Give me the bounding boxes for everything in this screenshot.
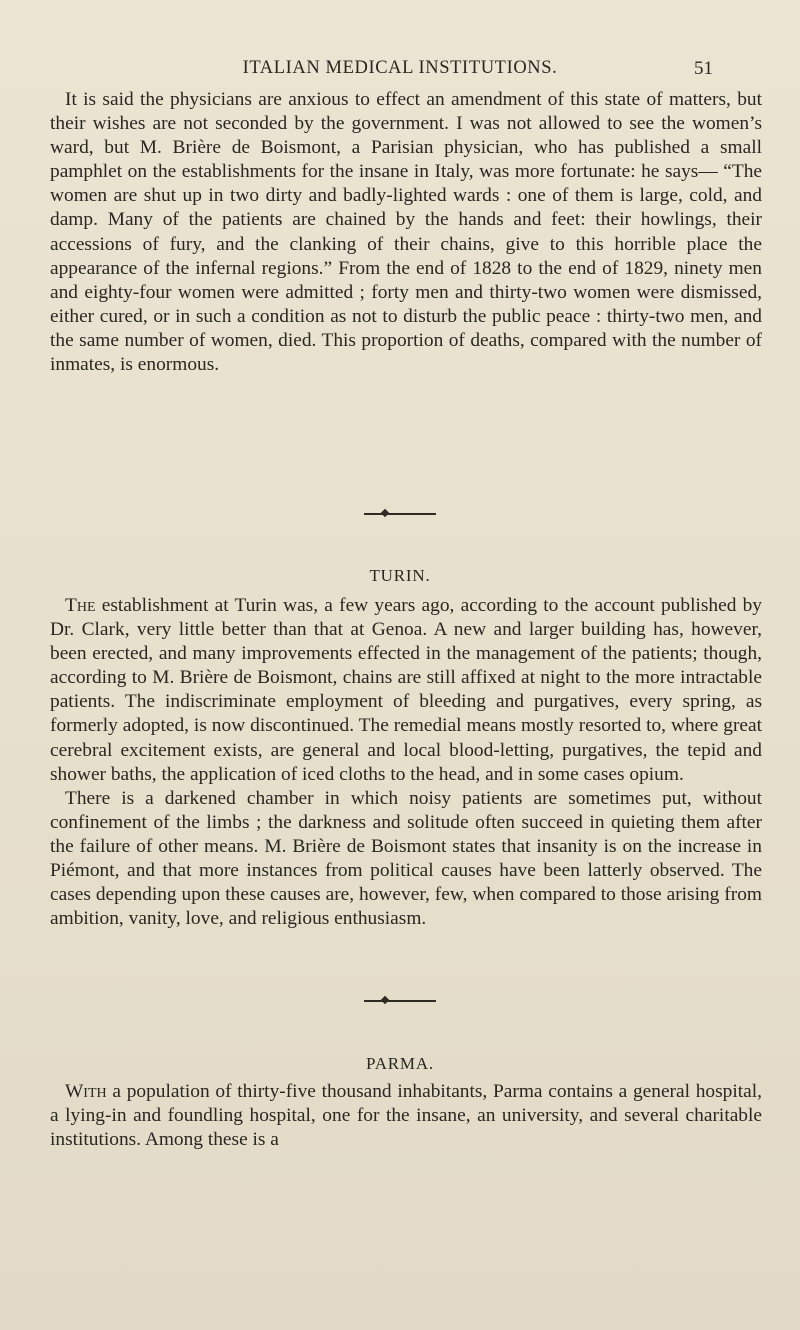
parma-paragraph	[50, 1080, 762, 1152]
turin-second-text: There is a darkened chamber in which noisy patients are sometimes put, without confinement of the limbs ; the darkness and solitude often succeed in quieting them after the failure of other means. M. Brière de Boismont states that insanity is on the increase in Piémont, and that more instances from political causes have been latterly observed. The cases depending upon these causes are, however, few, when compared to those arising from ambition, vanity, love, and religious enthusiasm.	[50, 787, 762, 930]
page-number: 51	[694, 58, 713, 79]
running-title: ITALIAN MEDICAL INSTITUTIONS.	[242, 58, 558, 78]
section-heading-parma: PARMA.	[366, 1054, 434, 1073]
running-header	[0, 58, 800, 88]
turin-paragraph	[50, 594, 762, 787]
section-divider	[364, 997, 436, 1005]
divider-ornament	[381, 509, 389, 517]
turin-lead-word: The	[65, 595, 96, 616]
divider-ornament	[381, 996, 389, 1004]
parma-text: a population of thirty-five thousand inhabitants, Parma contains a general hospital, a lying-in and foundling hospital, one for the insane, an university, and several charitable institutions. Among these is a	[50, 1081, 762, 1151]
paragraph-intro	[50, 88, 762, 377]
paragraph-parma	[50, 1080, 762, 1152]
divider-line	[364, 513, 436, 515]
paragraph-turin	[50, 594, 762, 931]
turin-text: establishment at Turin was, a few years ago, according to the account published by Dr. Clark, very little better than that at Genoa. A new and larger building has, however, been erected, and many improvements effected in the management of the patients; though, according to M. Brière de Boismont, chains are still affixed at night to the more intractable patients. The indiscriminate employment of bleeding and purgatives, every spring, as formerly adopted, is now discontinued. The remedial means mostly resorted to, where great cerebral excitement exists, are general and local blood-letting, purgatives, the tepid and shower baths, the application of iced cloths to the head, and in some cases opium.	[50, 595, 762, 785]
divider-line	[364, 1000, 436, 1002]
parma-lead-word: With	[65, 1081, 107, 1102]
section-divider	[364, 510, 436, 518]
intro-text: It is said the physicians are anxious to effect an amendment of this state of matters, but their wishes are not seconded by the government. I was not allowed to see the women’s ward, but M. Brière de Boismont, a Parisian physician, who has published a small pamphlet on the establishments for the insane in Italy, was more fortunate: he says— “The women are shut up in two dirty and badly-lighted wards : one of them is large, cold, and damp. Many of the patients are chained by the hands and feet: their howlings, their accessions of fury, and the clanking of their chains, give to this horrible place the appearance of the infernal regions.” From the end of 1828 to the end of 1829, ninety men and eighty-four women were admitted ; forty men and thirty-two women were dismissed, either cured, or in such a condition as not to disturb the public peace : thirty-two men, and the same number of women, died. This proportion of deaths, compared with the number of inmates, is enormous.	[50, 89, 762, 376]
section-heading-turin: TURIN.	[369, 566, 431, 585]
